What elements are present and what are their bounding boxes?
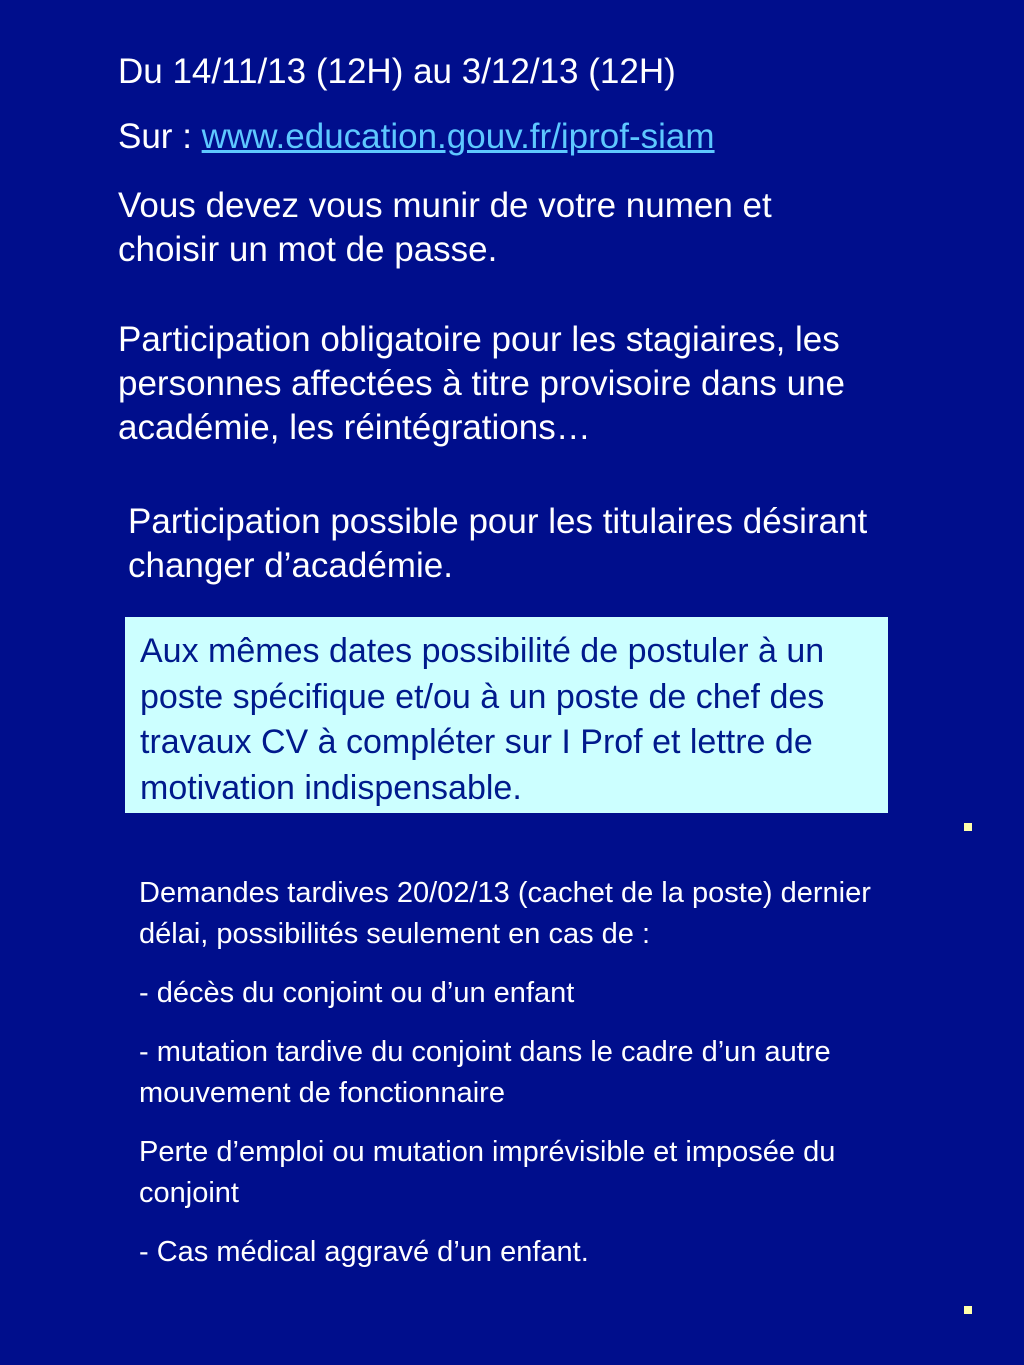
iprof-siam-link[interactable]: www.education.gouv.fr/iprof-siam [201, 117, 715, 156]
specific-post-info-text: Aux mêmes dates possibilité de postuler à un poste spécifique et/ou à un poste de chef des travaux CV à compléter sur I Prof et lettre de motivation indispensable. [140, 632, 825, 807]
optional-participation-paragraph: Participation possible pour les titulaires désirant changer d’académie. [128, 502, 868, 585]
late-request-item: - Cas médical aggravé d’un enfant. [139, 1236, 589, 1268]
late-request-item: - mutation tardive du conjoint dans le cadre d’un autre mouvement de fonctionnaire [139, 1036, 831, 1109]
mandatory-participation-paragraph: Participation obligatoire pour les stagiaires, les personnes affectées à titre provisoire dans une académie, les réintégrations… [118, 320, 846, 447]
square-bullet-icon [964, 1306, 972, 1314]
late-request-item: Perte d’emploi ou mutation imprévisible et imposée du conjoint [139, 1136, 836, 1209]
site-prefix: Sur : [118, 117, 202, 156]
late-requests-section [139, 873, 879, 1291]
late-requests-intro: Demandes tardives 20/02/13 (cachet de la poste) dernier délai, possibilités seulement en cas de : [139, 877, 871, 950]
site-line [118, 115, 715, 159]
numen-paragraph: Vous devez vous munir de votre numen et choisir un mot de passe. [118, 186, 772, 269]
specific-post-info-box [125, 617, 888, 813]
dates-line: Du 14/11/13 (12H) au 3/12/13 (12H) [118, 52, 676, 91]
late-request-item: - décès du conjoint ou d’un enfant [139, 977, 575, 1009]
square-bullet-icon [964, 823, 972, 831]
